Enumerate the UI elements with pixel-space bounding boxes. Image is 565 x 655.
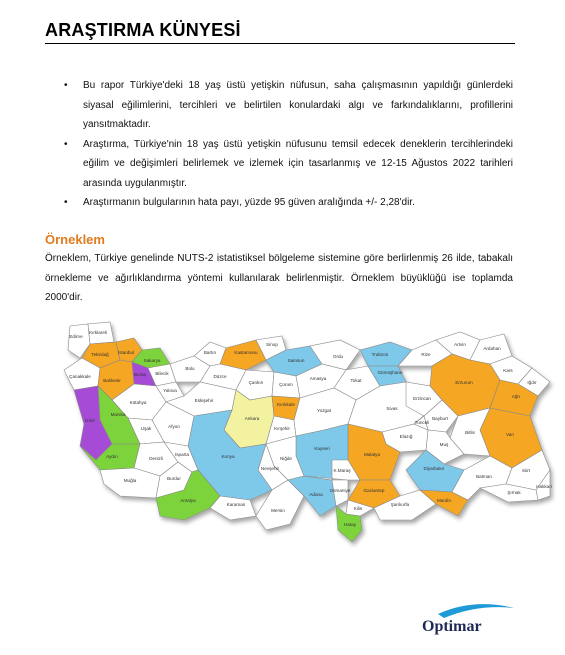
province-label: Kilis: [353, 506, 363, 511]
section-body: Örneklem, Türkiye genelinde NUTS-2 istatistiksel bölgeleme sistemine göre berlirlenmiş 26 ilde, tabakalı örnekleme ve ağırlıklandırma yöntemi kullanılarak belirlenmiştir. Örneklem büyüklüğü ise toplamda 2000'dir.: [45, 253, 513, 303]
province-label: Gümüşhane: [377, 370, 403, 375]
province-label: Uşak: [140, 426, 152, 431]
province-label: Artvin: [454, 342, 466, 347]
province-label: Mardin: [436, 498, 452, 503]
province-label: Yozgat: [317, 408, 331, 413]
province-label: Eskişehir: [194, 398, 214, 403]
province-label: Niğde: [279, 456, 293, 461]
province-label: Sakarya: [143, 358, 161, 363]
optimar-logo: Optimar: [422, 618, 482, 635]
province-label: Kastamonu: [234, 350, 258, 355]
province-label: Antalya: [180, 498, 196, 503]
province-label: Aydın: [106, 454, 118, 459]
province-label: Erzurum: [455, 380, 473, 385]
province-label: Şanlıurfa: [390, 502, 410, 507]
province-label: Tekirdağ: [91, 352, 109, 357]
province-label: Erzincan: [413, 396, 431, 401]
province-label: Hatay: [343, 522, 357, 527]
bullet-dot: •: [64, 138, 68, 150]
province-label: Malatya: [363, 452, 381, 457]
province-label: Elazığ: [399, 434, 413, 439]
province-label: Hakkari: [536, 484, 552, 489]
province-label: Mersin: [271, 508, 285, 513]
province-label: Çankırı: [248, 380, 264, 385]
province-label: Amasya: [309, 376, 327, 381]
province-label: Ordu: [332, 354, 344, 359]
province-label: Manisa: [110, 412, 126, 417]
province-label: Bayburt: [432, 416, 448, 421]
province-label: Karaman: [226, 502, 246, 507]
province-label: Çorum: [279, 382, 293, 387]
province-label: Çanakkale: [69, 374, 91, 379]
province-label: Rize: [421, 352, 431, 357]
province-label: Balıkesir: [103, 378, 121, 383]
province-label: Tokat: [350, 378, 362, 383]
province-label: Batman: [476, 474, 492, 479]
bullet-item: [58, 76, 513, 135]
province-label: Kayseri: [314, 446, 330, 451]
province-label: Bitlis: [465, 430, 475, 435]
province-label: Bartın: [203, 350, 217, 355]
section-heading: Örneklem: [45, 232, 105, 247]
province-label: Burdur: [167, 476, 181, 481]
province-label: Kırklareli: [89, 330, 107, 335]
province-label: Sinop: [266, 342, 278, 347]
province-label: Kırşehir: [274, 426, 290, 431]
province-label: Kırıkkale: [277, 402, 295, 407]
province-label: Kütahya: [129, 400, 147, 405]
bullet-text: Araştırma, Türkiye'nin 18 yaş üstü yetişkin nüfusunu temsil edecek deneklerin tercihlerindeki eğilim ve değişimleri belirlemek ve izlemek için tasarlanmış ve 12-15 Ağustos 2022 tarihleri arasında uygulanmıştır.: [83, 138, 513, 189]
province-label: Trabzon: [371, 352, 389, 357]
province-label: Nevşehir: [260, 466, 280, 471]
province-label: Tunceli: [414, 420, 430, 425]
bullet-item: [58, 193, 513, 213]
province-label: Muğla: [123, 478, 137, 483]
province-label: Yalova: [163, 388, 177, 393]
province-label: Van: [506, 432, 514, 437]
province-label: İstanbul: [117, 350, 135, 355]
province-label: Samsun: [287, 358, 305, 363]
province-label: Ağrı: [511, 394, 521, 399]
province-label: Ankara: [244, 416, 260, 421]
province-label: Diyarbakır: [423, 466, 445, 471]
province-label: Muş: [439, 442, 449, 447]
bullet-text: Bu rapor Türkiye'deki 18 yaş üstü yetişkin nüfusun, saha çalışmasının yapıldığı günlerdeki siyasal eğilimlerini, tercihleri ve belirtilen konulardaki algı ve farkındalıklarını, profillerini yansıtmaktadır.: [83, 80, 513, 130]
province-label: Adana: [309, 492, 323, 497]
province-label: Kars: [503, 368, 513, 373]
province-label: K.Maraş: [333, 468, 351, 473]
province-label: Sivas: [386, 406, 398, 411]
bullet-dot: •: [64, 197, 68, 208]
province-label: Düzce: [213, 374, 227, 379]
province-label: Ardahan: [483, 346, 501, 351]
turkey-province-map: [60, 320, 550, 542]
province-label: Bolu: [185, 366, 195, 371]
province-label: Bilecik: [155, 371, 169, 376]
province-label: Iğdır: [527, 380, 537, 385]
province-label: Afyon: [168, 424, 180, 429]
province-label: Gaziantep: [363, 488, 385, 493]
title-rule: [45, 43, 515, 44]
province-label: Konya: [221, 454, 235, 459]
province-label: Bursa: [133, 372, 147, 377]
province-label: Şırnak: [507, 490, 521, 495]
province-label: Edirne: [69, 334, 83, 339]
province-label: Denizli: [149, 456, 163, 461]
province-label: Siirt: [522, 468, 530, 473]
page-title: ARAŞTIRMA KÜNYESİ: [45, 20, 241, 40]
bullet-item: [58, 135, 513, 194]
bullet-list: [58, 76, 513, 213]
bullet-dot: •: [64, 80, 68, 91]
province-label: Isparta: [174, 452, 190, 457]
province-label: Osmaniye: [329, 488, 351, 493]
province-label: İzmir: [85, 418, 95, 423]
bullet-text: Araştırmanın bulgularının hata payı, yüzde 95 güven aralığında +/- 2,28'dir.: [83, 197, 415, 208]
